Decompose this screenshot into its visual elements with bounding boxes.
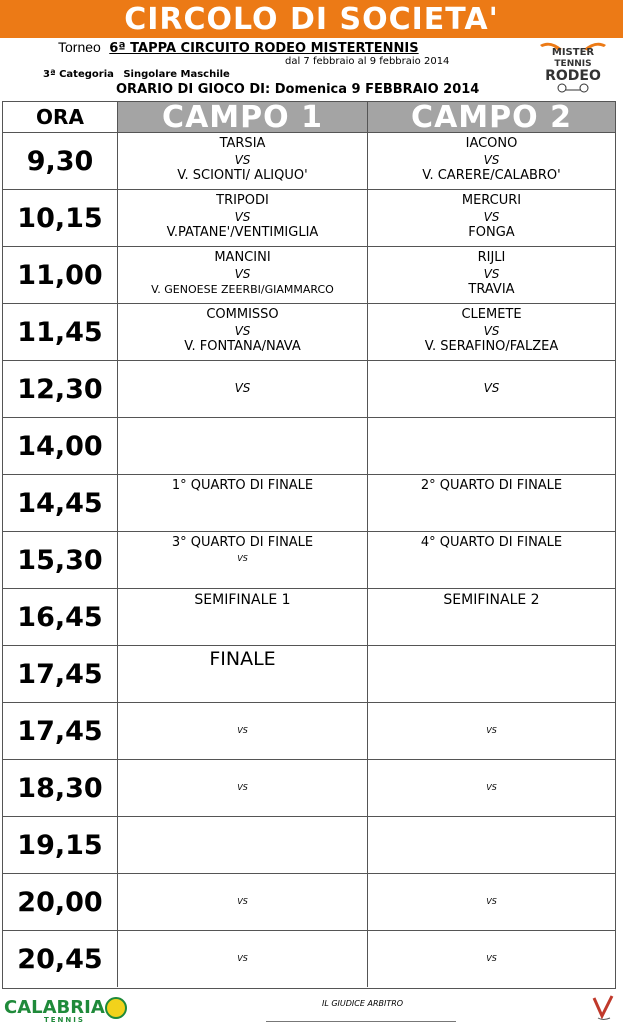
time-label: 14,45 <box>17 487 103 519</box>
time-label: 16,45 <box>17 601 103 633</box>
table-row <box>3 132 615 189</box>
campo2-cell <box>368 817 615 873</box>
vs-label: VS <box>483 153 500 167</box>
player-2: V. SERAFINO/FALZEA <box>424 339 559 354</box>
mister-tennis-rodeo-logo <box>538 41 608 96</box>
time-label: 15,30 <box>17 544 103 576</box>
player-1: CLEMETE <box>461 307 522 322</box>
vs-label: VS <box>237 726 248 735</box>
table-row <box>3 303 615 360</box>
time-cell <box>3 475 118 531</box>
vs-label: VS <box>486 783 497 792</box>
campo2-cell <box>368 589 615 645</box>
vs-label: VS <box>483 210 500 224</box>
tournament-label: Torneo <box>58 39 101 55</box>
time-cell <box>3 760 118 816</box>
campo1-cell <box>118 133 368 189</box>
time-cell <box>3 817 118 873</box>
campo2-cell <box>368 133 615 189</box>
time-label: 17,45 <box>17 715 103 747</box>
tournament-line <box>58 39 419 56</box>
match-block <box>368 190 615 241</box>
match-block <box>118 133 367 184</box>
player-1: TARSIA <box>219 136 266 151</box>
logo-text-2: TENNIS <box>554 59 592 69</box>
player-1: MERCURI <box>461 193 522 208</box>
campo1-cell <box>118 247 368 303</box>
campo2-cell <box>368 874 615 930</box>
campo2-cell <box>368 760 615 816</box>
ora-header-cell <box>3 102 118 132</box>
logo-text-1: MISTER <box>551 47 595 58</box>
time-label: 11,00 <box>17 259 103 291</box>
player-2: V. FONTANA/NAVA <box>184 339 301 354</box>
category-line <box>43 69 230 80</box>
campo1-cell <box>118 304 368 360</box>
phase-label: SEMIFINALE 2 <box>443 592 540 608</box>
vs-label: VS <box>486 954 497 963</box>
campo1-cell <box>118 418 368 474</box>
time-cell <box>3 133 118 189</box>
calabria-tennis-logo <box>4 995 128 1023</box>
referee-label: IL GIUDICE ARBITRO <box>322 999 404 1008</box>
match-block <box>118 304 367 355</box>
federation-mark-icon <box>590 994 616 1022</box>
match-block <box>118 247 367 298</box>
time-cell <box>3 703 118 759</box>
campo2-cell <box>368 475 615 531</box>
campo2-cell <box>368 532 615 588</box>
player-2: V. CARERE/CALABRO' <box>422 168 561 183</box>
table-row <box>3 531 615 588</box>
campo1-cell <box>118 589 368 645</box>
campo1-cell <box>118 817 368 873</box>
campo1-cell <box>118 190 368 246</box>
schedule-table <box>2 101 616 989</box>
table-row <box>3 759 615 816</box>
time-label: 18,30 <box>17 772 103 804</box>
phase-label: FINALE <box>209 648 276 670</box>
vs-label: VS <box>237 897 248 906</box>
vs-label: VS <box>234 153 251 167</box>
time-label: 9,30 <box>26 145 94 177</box>
campo2-cell <box>368 703 615 759</box>
campo2-cell <box>368 190 615 246</box>
player-1: RIJLI <box>477 250 506 265</box>
vs-label: VS <box>486 897 497 906</box>
time-label: 19,15 <box>17 829 103 861</box>
player-1: TRIPODI <box>216 193 269 208</box>
vs-label: VS <box>237 954 248 963</box>
table-row <box>3 417 615 474</box>
table-row <box>3 588 615 645</box>
time-label: 17,45 <box>17 658 103 690</box>
title-banner <box>0 0 623 38</box>
player-2: FONGA <box>468 225 515 240</box>
sponsor-name: CALABRIA <box>4 997 105 1018</box>
time-cell <box>3 532 118 588</box>
vs-label: VS <box>483 324 500 338</box>
vs-label: VS <box>483 381 500 395</box>
signature-line <box>266 1021 456 1022</box>
phase-label: 2° QUARTO DI FINALE <box>420 478 563 493</box>
time-label: 11,45 <box>17 316 103 348</box>
phase-label: 3° QUARTO DI FINALE <box>171 535 314 550</box>
time-label: 12,30 <box>17 373 103 405</box>
player-1: COMMISSO <box>206 307 279 322</box>
campo2-cell <box>368 361 615 417</box>
phase-label: 4° QUARTO DI FINALE <box>420 535 563 550</box>
time-cell <box>3 931 118 987</box>
table-row <box>3 645 615 702</box>
table-row <box>3 702 615 759</box>
player-2: TRAVIA <box>468 282 515 297</box>
vs-label: VS <box>237 783 248 792</box>
logo-text-3: RODEO <box>545 68 601 84</box>
vs-label: VS <box>483 267 500 281</box>
time-label: 10,15 <box>17 202 103 234</box>
vs-label: VS <box>234 324 251 338</box>
table-header-row <box>3 99 615 135</box>
time-cell <box>3 589 118 645</box>
vs-label: VS <box>234 381 251 395</box>
campo1-cell <box>118 646 368 702</box>
match-block <box>368 133 615 184</box>
match-block <box>118 190 367 241</box>
table-row <box>3 873 615 930</box>
campo2-cell <box>368 247 615 303</box>
campo1-cell <box>118 361 368 417</box>
time-label: 20,00 <box>17 886 103 918</box>
table-row <box>3 246 615 303</box>
vs-label: VS <box>237 554 248 563</box>
time-cell <box>3 247 118 303</box>
table-row <box>3 360 615 417</box>
campo1-cell <box>118 475 368 531</box>
time-cell <box>3 646 118 702</box>
schedule-date: ORARIO DI GIOCO DI: Domenica 9 FEBBRAIO 2014 <box>116 82 480 97</box>
vs-label: VS <box>486 726 497 735</box>
table-row <box>3 474 615 531</box>
time-cell <box>3 190 118 246</box>
campo1-cell <box>118 760 368 816</box>
time-cell <box>3 304 118 360</box>
player-2: V. GENOESE ZEERBI/GIAMMARCO <box>151 283 334 296</box>
time-label: 20,45 <box>17 943 103 975</box>
tournament-dates: dal 7 febbraio al 9 febbraio 2014 <box>285 56 450 67</box>
category-value: Singolare Maschile <box>123 69 230 80</box>
match-block <box>368 247 615 298</box>
campo1-cell <box>118 874 368 930</box>
table-row <box>3 189 615 246</box>
time-cell <box>3 874 118 930</box>
vs-label: VS <box>234 267 251 281</box>
campo2-cell <box>368 931 615 987</box>
campo2-cell <box>368 646 615 702</box>
time-cell <box>3 418 118 474</box>
category-label: 3ª Categoria <box>43 69 114 80</box>
campo1-cell <box>118 532 368 588</box>
table-row <box>3 930 615 987</box>
vs-label: VS <box>234 210 251 224</box>
campo1-cell <box>118 703 368 759</box>
page-title: CIRCOLO DI SOCIETA' <box>124 1 499 37</box>
tournament-name: 6ª TAPPA CIRCUITO RODEO MISTERTENNIS <box>109 41 419 56</box>
player-1: MANCINI <box>214 250 271 265</box>
campo1-cell <box>118 931 368 987</box>
sponsor-sub: TENNIS <box>44 1016 85 1023</box>
player-1: IACONO <box>465 136 518 151</box>
time-cell <box>3 361 118 417</box>
campo1-header: CAMPO 1 <box>118 102 368 132</box>
player-2: V. SCIONTI/ ALIQUO' <box>177 168 308 183</box>
phase-label: 1° QUARTO DI FINALE <box>171 478 314 493</box>
phase-label: SEMIFINALE 1 <box>194 592 291 608</box>
campo2-cell <box>368 304 615 360</box>
campo2-header: CAMPO 2 <box>368 102 615 132</box>
time-label: 14,00 <box>17 430 103 462</box>
table-row <box>3 816 615 873</box>
player-2: V.PATANE'/VENTIMIGLIA <box>166 225 319 240</box>
campo2-cell <box>368 418 615 474</box>
match-block <box>368 304 615 355</box>
ora-header: ORA <box>36 105 84 129</box>
